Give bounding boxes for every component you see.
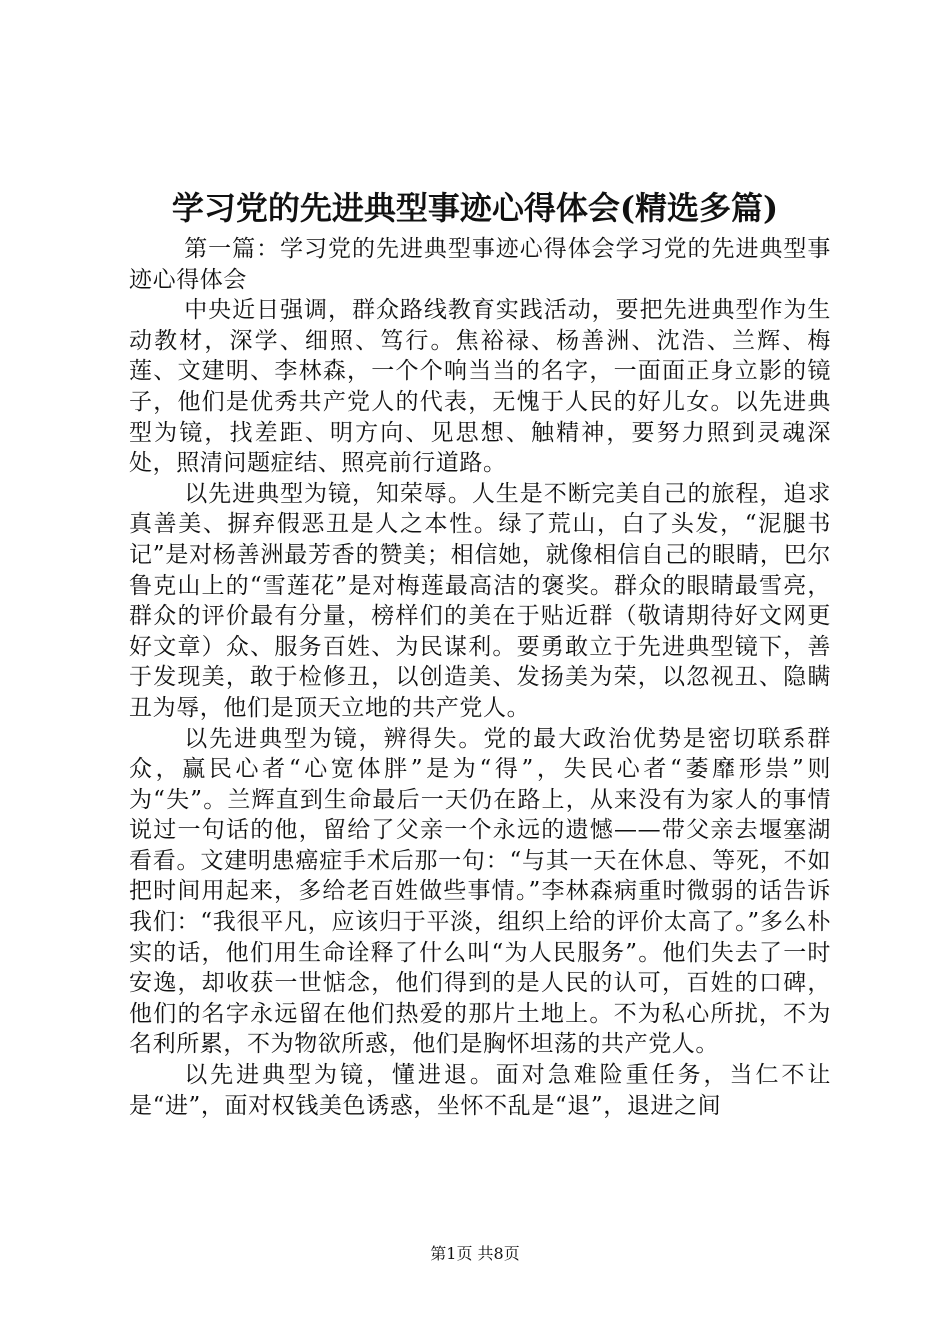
paragraph-1: 第一篇：学习党的先进典型事迹心得体会学习党的先进典型事迹心得体会	[129, 236, 831, 293]
paragraph-5: 以先进典型为镜，懂进退。面对急难险重任务，当仁不让是“进”，面对权钱美色诱惑，坐怀不乱是“退”，退进之间	[129, 1062, 831, 1119]
document-body	[129, 234, 831, 1121]
document-title: 学习党的先进典型事迹心得体会(精选多篇)	[171, 189, 779, 227]
paragraph-4: 以先进典型为镜，辨得失。党的最大政治优势是密切联系群众，赢民心者“心宽体胖”是为“得”，失民心者“萎靡形祟”则为“失”。兰辉直到生命最后一天仍在路上，从来没有为家人的事情说过一句话的他，留给了父亲一个永远的遗憾——带父亲去堰塞湖看看。文建明患癌症手术后那一句：“与其一天在休息、等死，不如把时间用起来，多给老百姓做些事情。”李林森病重时微弱的话告诉我们：“我很平凡，应该归于平淡，组织上给的评价太高了。”多么朴实的话，他们用生命诠释了什么叫“为人民服务”。他们失去了一时安逸，却收获一世惦念，他们得到的是人民的认可，百姓的口碑，他们的名字永远留在他们热爱的那片土地上。不为私心所扰，不为名利所累，不为物欲所惑，他们是胸怀坦荡的共产党人。	[129, 725, 831, 1058]
page-footer: 第1页 共8页	[430, 1244, 520, 1263]
paragraph-2: 中央近日强调，群众路线教育实践活动，要把先进典型作为生动教材，深学、细照、笃行。焦裕禄、杨善洲、沈浩、兰辉、梅莲、文建明、李林森，一个个响当当的名字，一面面正身立影的镜子，他们是优秀共产党人的代表，无愧于人民的好儿女。以先进典型为镜，找差距、明方向、见思想、触精神，要努力照到灵魂深处，照清问题症结、照亮前行道路。	[129, 297, 831, 477]
paragraph-3: 以先进典型为镜，知荣辱。人生是不断完美自己的旅程，追求真善美、摒弃假恶丑是人之本性。绿了荒山，白了头发，“泥腿书记”是对杨善洲最芳香的赞美；相信她，就像相信自己的眼睛，巴尔鲁克山上的“雪莲花”是对梅莲最高洁的褒奖。群众的眼睛最雪亮，群众的评价最有分量，榜样们的美在于贴近群（敬请期待好文网更好文章）众、服务百姓、为民谋利。要勇敢立于先进典型镜下，善于发现美，敢于检修丑，以创造美、发扬美为荣，以忽视丑、隐瞒丑为辱，他们是顶天立地的共产党人。	[129, 480, 831, 721]
